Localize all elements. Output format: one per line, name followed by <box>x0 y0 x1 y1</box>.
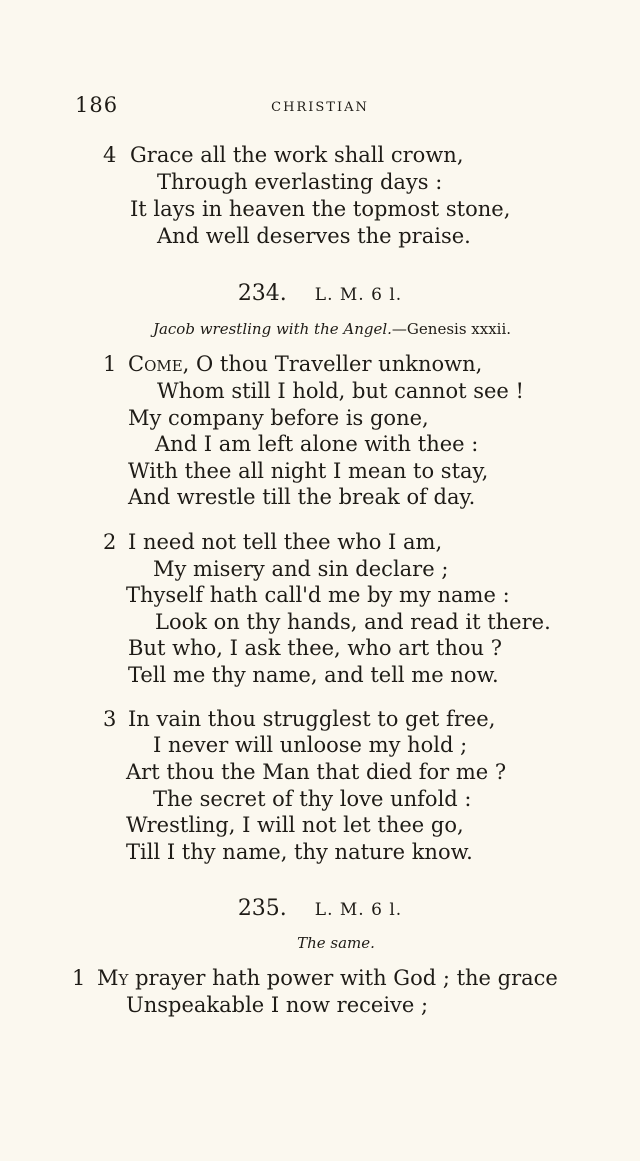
verse-line: And well deserves the praise. <box>157 224 471 248</box>
hymn-title-italic: Jacob wrestling with the Angel. <box>152 320 392 338</box>
hymn-meter: L. M. 6 l. <box>314 900 403 920</box>
verse-line: Wrestling, I will not let thee go, <box>126 813 464 837</box>
stanza-number: 3 <box>103 707 117 731</box>
hymn-number: 234. <box>237 281 287 306</box>
verse-line: My company before is gone, <box>128 406 429 430</box>
verse-line: Through everlasting days : <box>157 170 443 194</box>
page-number: 186 <box>75 93 119 117</box>
verse-line: Art thou the Man that died for me ? <box>126 760 507 784</box>
verse-first-rest: prayer hath power with God ; the grace <box>128 966 558 990</box>
verse-line: My misery and sin declare ; <box>153 557 449 581</box>
verse-first-rest: O thou Traveller unknown, <box>189 352 483 376</box>
verse-line: It lays in heaven the topmost stone, <box>130 197 511 221</box>
verse-line: Tell me thy name, and tell me now. <box>128 663 499 687</box>
running-head: CHRISTIAN <box>271 100 369 115</box>
stanza-number: 4 <box>103 143 117 167</box>
verse-first-word: Come, <box>128 352 190 376</box>
verse-line: With thee all night I mean to stay, <box>128 459 489 483</box>
verse-line: Look on thy hands, and read it there. <box>155 610 551 634</box>
verse-line: The secret of thy love unfold : <box>153 787 472 811</box>
verse-first-word: My <box>97 966 129 990</box>
hymn-heading <box>0 896 640 921</box>
verse-line: Thyself hath call'd me by my name : <box>126 583 510 607</box>
verse-line: Till I thy name, thy nature know. <box>126 840 473 864</box>
verse-line: Grace all the work shall crown, <box>130 143 464 167</box>
verse-line: But who, I ask thee, who art thou ? <box>128 636 502 660</box>
verse-line: In vain thou strugglest to get free, <box>128 707 496 731</box>
verse-line <box>97 966 558 990</box>
stanza-number: 1 <box>72 966 86 990</box>
verse-line: I need not tell thee who I am, <box>128 530 443 554</box>
hymn-heading <box>0 281 640 306</box>
hymn-number: 235. <box>237 896 287 921</box>
hymn-title <box>16 934 640 952</box>
verse-line <box>128 352 482 376</box>
verse-line: Unspeakable I now receive ; <box>126 993 429 1017</box>
verse-line: I never will unloose my hold ; <box>153 733 468 757</box>
hymn-title-italic: The same. <box>297 934 375 952</box>
verse-line: Whom still I hold, but cannot see ! <box>157 379 524 403</box>
stanza-number: 2 <box>103 530 117 554</box>
scripture-reference: —Genesis xxxii. <box>391 320 512 338</box>
hymn-meter: L. M. 6 l. <box>314 285 403 305</box>
stanza-number: 1 <box>103 352 117 376</box>
verse-line: And wrestle till the break of day. <box>128 485 476 509</box>
hymn-title <box>12 320 640 338</box>
verse-line: And I am left alone with thee : <box>155 432 479 456</box>
